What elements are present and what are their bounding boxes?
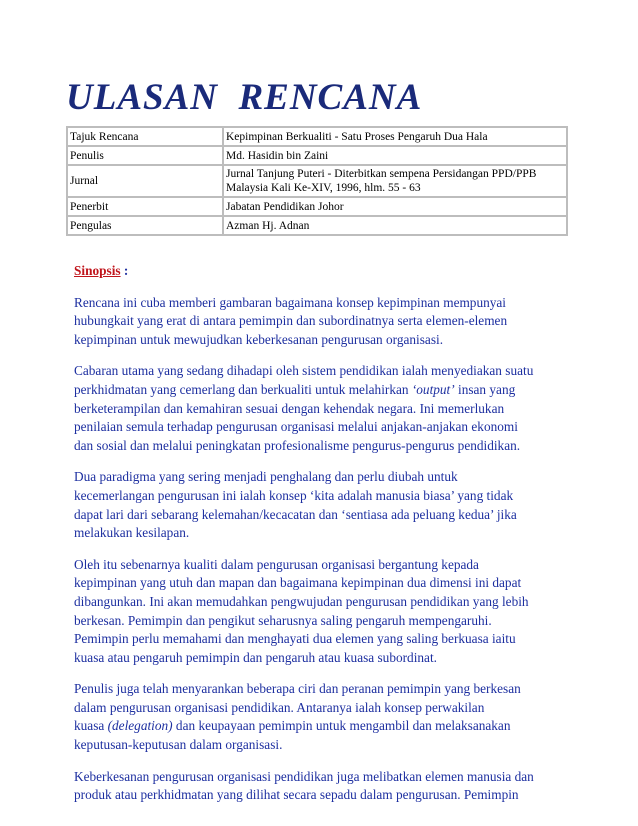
info-label: Tajuk Rencana (68, 128, 222, 145)
italic-term: (delegation) (107, 718, 173, 734)
table-row (68, 166, 566, 196)
paragraph (74, 468, 564, 542)
info-value: Kepimpinan Berkualiti - Satu Proses Pengaruh Dua Hala (224, 128, 566, 145)
paragraph-line: kecemerlangan pengurusan ini ialah konsep ‘kita adalah manusia biasa’ yang tidak (74, 487, 514, 503)
paragraph-line: Cabaran utama yang sedang dihadapi oleh sistem pendidikan ialah menyediakan suatu (74, 363, 534, 379)
sinopsis-link[interactable]: Sinopsis (74, 263, 121, 278)
paragraph-line: hubungkait yang erat di antara pemimpin dan subordinatnya serta elemen-elemen (74, 313, 508, 329)
paragraph-line: berketerampilan dan kemahiran sesuai dengan kehendak negara. Ini memerlukan (74, 400, 505, 416)
paragraph-line-tail: insan yang (454, 381, 516, 397)
paragraph-line: dibangunkan. Ini akan memudahkan pengwujudan pengurusan pendidikan yang lebih (74, 593, 529, 609)
article-info-table (66, 126, 568, 236)
info-value: Jabatan Pendidikan Johor (224, 198, 566, 215)
table-row (68, 198, 566, 215)
info-value: Md. Hasidin bin Zaini (224, 147, 566, 164)
sinopsis-heading (74, 262, 564, 281)
paragraph-line: Keberkesanan pengurusan organisasi pendidikan juga melibatkan elemen manusia dan (74, 768, 534, 784)
paragraph (74, 768, 564, 805)
paragraph-line: Rencana ini cuba memberi gambaran bagaimana konsep kepimpinan mempunyai (74, 294, 506, 310)
paragraph-line: dapat lari dari sebarang kelemahan/kecacatan dan ‘sentiasa ada peluang kedua’ jika (74, 506, 517, 522)
info-value-line: Malaysia Kali Ke-XIV, 1996, hlm. 55 - 63 (226, 182, 421, 194)
paragraph-line: dan sosial dan melalui peningkatan profesionalisme pengurus-pengurus pendidikan. (74, 437, 521, 453)
info-label: Jurnal (68, 166, 222, 196)
table-row (68, 128, 566, 145)
paragraph (74, 680, 564, 754)
info-label: Pengulas (68, 217, 222, 234)
paragraph-line: dalam pengurusan organisasi pendidikan. Antaranya ialah konsep perwakilan (74, 699, 485, 715)
review-body (74, 262, 564, 818)
italic-term: ‘output’ (411, 381, 455, 397)
paragraph-line: berkesan. Pemimpin dan pengikut seharusnya saling pengaruh mempengaruhi. (74, 612, 492, 628)
info-value: Azman Hj. Adnan (224, 217, 566, 234)
paragraph-line: kepimpinan untuk mewujudkan keberkesanan pengurusan organisasi. (74, 331, 444, 347)
paragraph-line: Pemimpin perlu memahami dan menghayati dua elemen yang saling berkuasa iaitu (74, 631, 516, 647)
paragraph-line: keputusan-keputusan dalam organisasi. (74, 737, 283, 753)
paragraph-line: kuasa atau pengaruh pemimpin dan pengaruh atau kuasa subordinat. (74, 649, 437, 665)
paragraph-line: produk atau perkhidmatan yang dilihat secara sepadu dalam pengurusan. Pemimpin (74, 787, 519, 803)
paragraph-line: kepimpinan yang utuh dan mapan dan bagaimana kepimpinan dua dimensi ini dapat (74, 575, 522, 591)
paragraph-line: perkhidmatan yang cemerlang dan berkualiti untuk melahirkan (74, 381, 412, 397)
paragraph (74, 362, 564, 455)
document-title: ULASAN RENCANA (66, 77, 423, 118)
paragraph-line: melakukan kesilapan. (74, 525, 190, 541)
info-label: Penerbit (68, 198, 222, 215)
paragraph (74, 556, 564, 668)
table-row (68, 147, 566, 164)
info-value (224, 166, 566, 196)
paragraph (74, 294, 564, 350)
paragraph-line: penilaian semula terhadap pengurusan organisasi melalui anjakan-anjakan ekonomi (74, 419, 518, 435)
info-value-line: Jurnal Tanjung Puteri - Diterbitkan sempena Persidangan PPD/PPB (226, 168, 537, 180)
paragraph-line: Oleh itu sebenarnya kualiti dalam pengurusan organisasi bergantung kepada (74, 556, 479, 572)
paragraph-line-tail: dan keupayaan pemimpin untuk mengambil dan melaksanakan (172, 718, 511, 734)
table-row (68, 217, 566, 234)
info-label: Penulis (68, 147, 222, 164)
paragraph-line: Dua paradigma yang sering menjadi penghalang dan perlu diubah untuk (74, 469, 458, 485)
paragraph-line: Penulis juga telah menyarankan beberapa ciri dan peranan pemimpin yang berkesan (74, 681, 521, 697)
paragraph-line: kuasa (74, 718, 108, 734)
sinopsis-colon: : (120, 263, 129, 278)
